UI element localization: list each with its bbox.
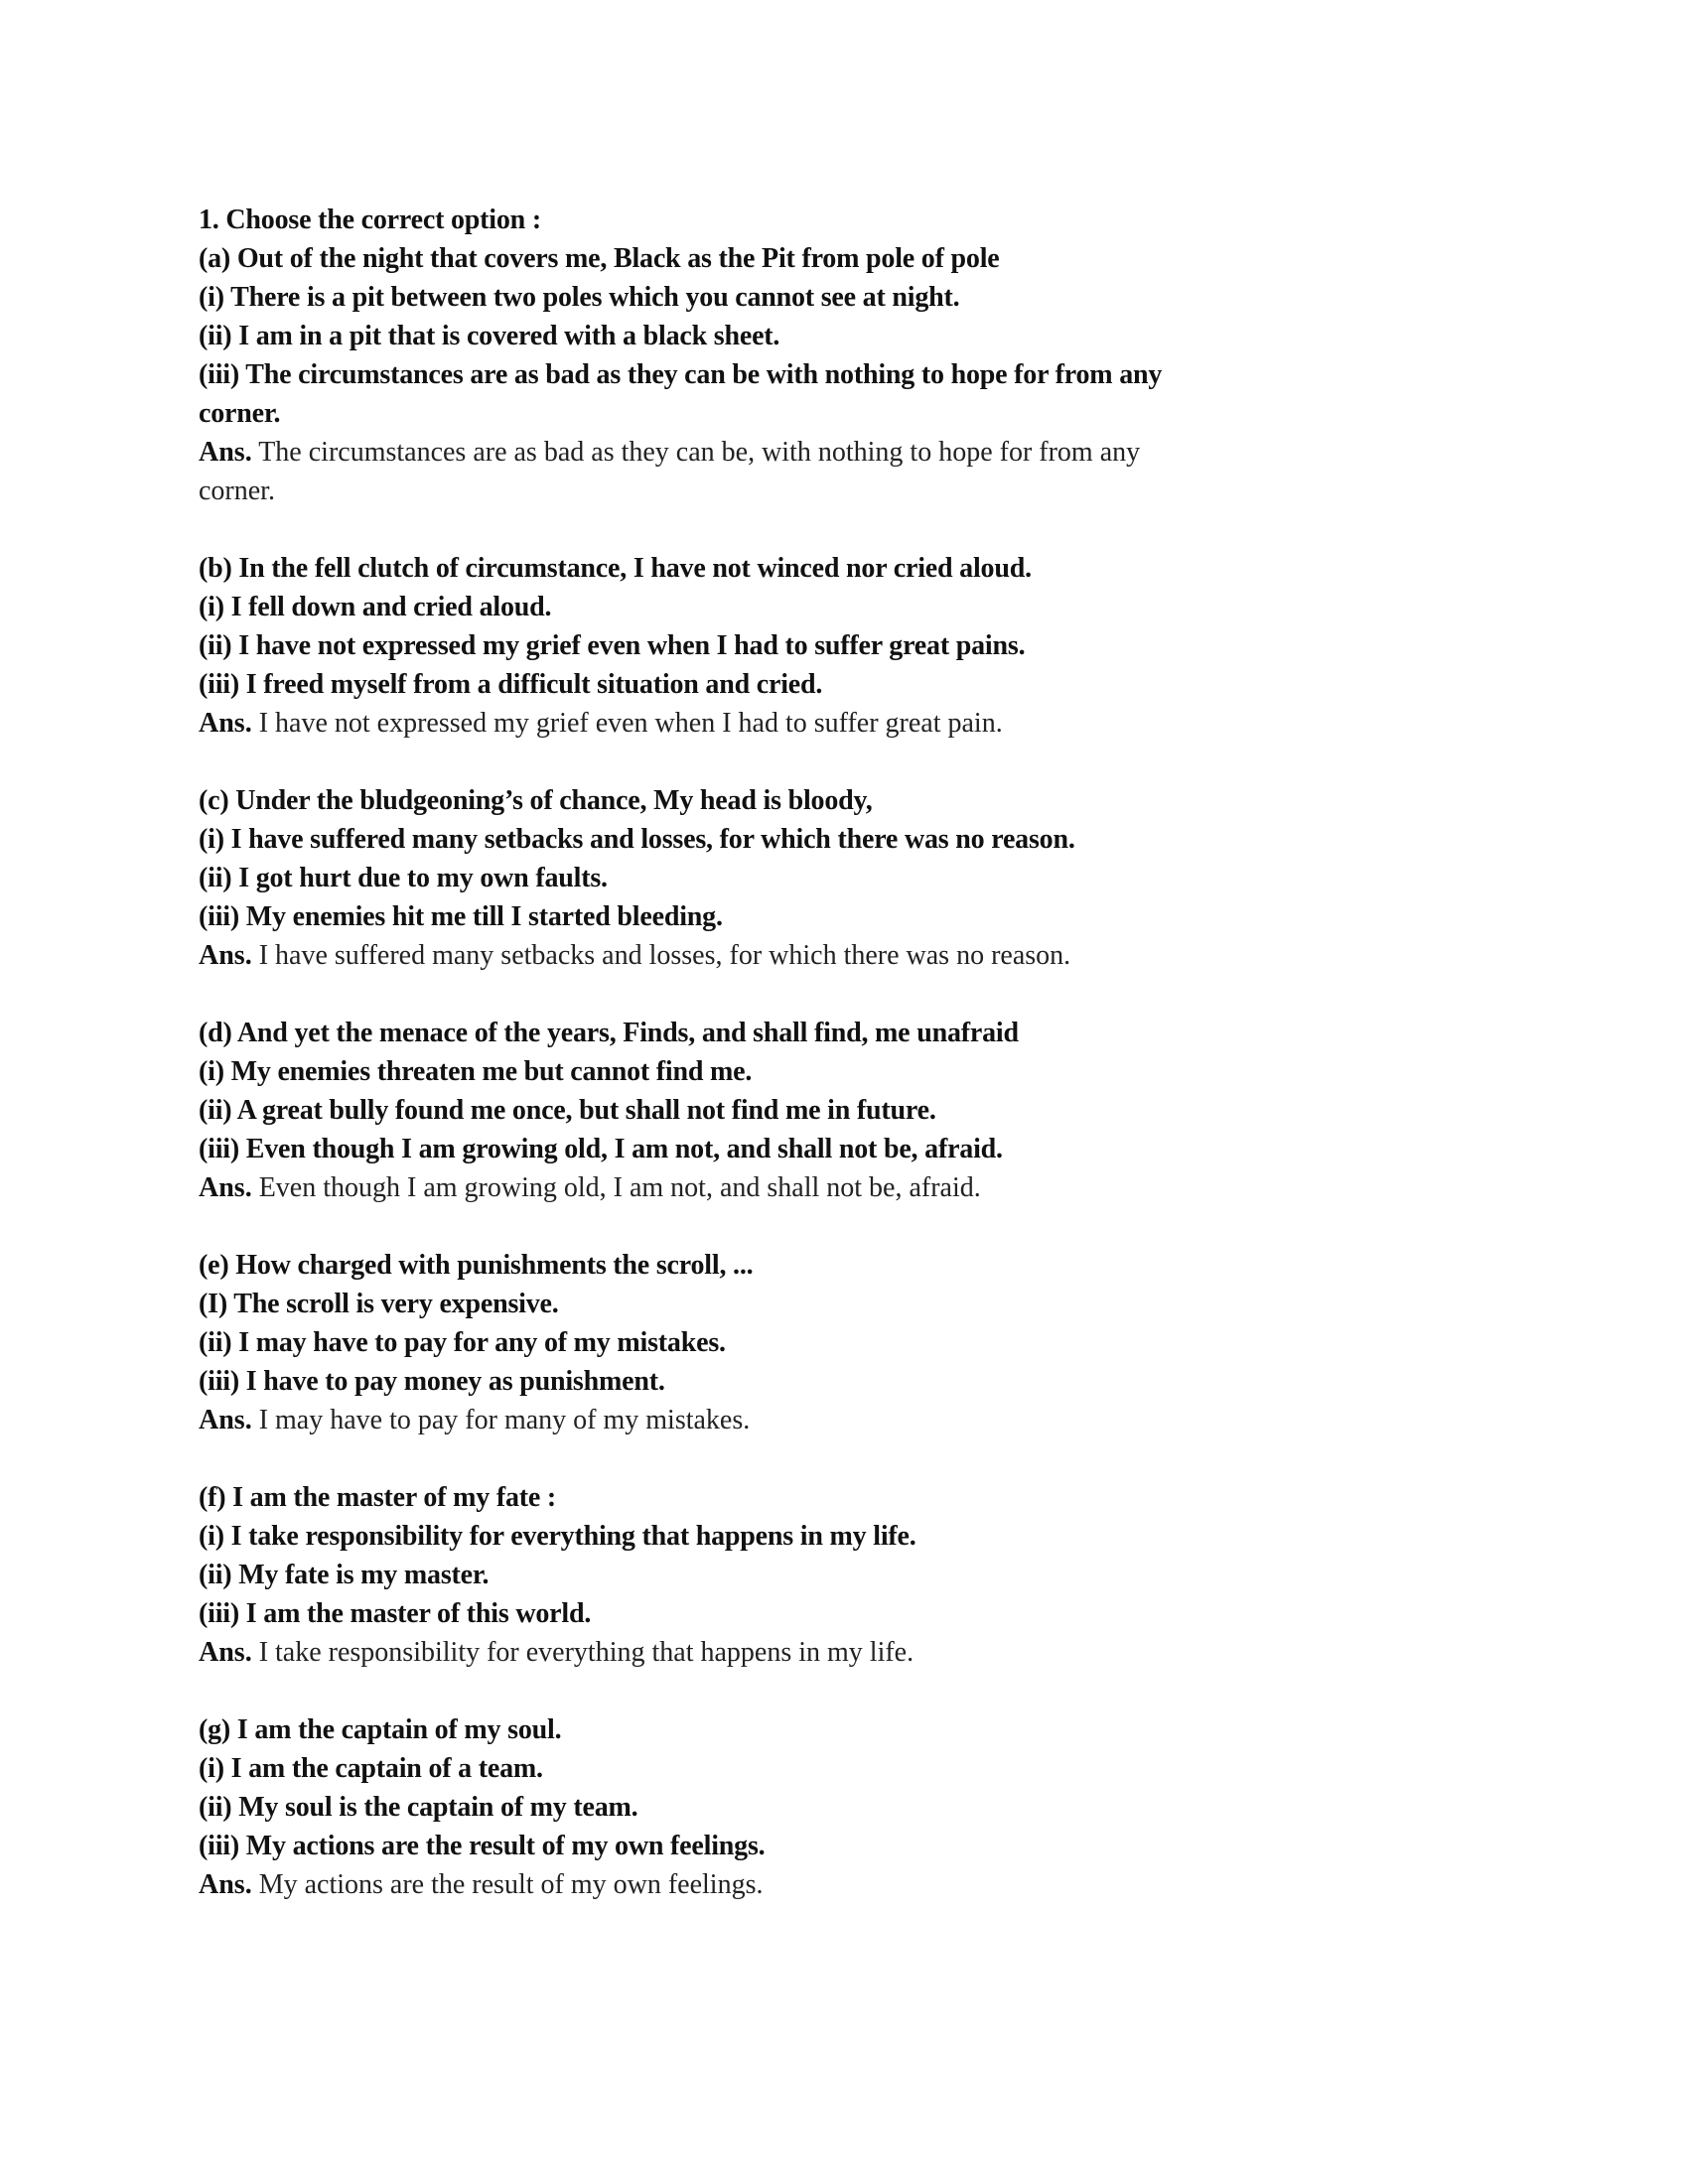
option-i: (i) I am the captain of a team. bbox=[199, 1753, 543, 1784]
option-ii: (ii) A great bully found me once, but shall not find me in future. bbox=[199, 1095, 936, 1126]
answer-text: Even though I am growing old, I am not, and shall not be, afraid. bbox=[258, 1172, 981, 1203]
question-b bbox=[199, 549, 1489, 743]
option-ii: (ii) My fate is my master. bbox=[199, 1560, 490, 1590]
spacer bbox=[199, 743, 1489, 781]
option-iii: (iii) I am the master of this world. bbox=[199, 1598, 592, 1629]
option-ii: (ii) I got hurt due to my own faults. bbox=[199, 863, 608, 893]
answer-line bbox=[199, 936, 1489, 975]
answer-text: I may have to pay for many of my mistakes. bbox=[258, 1405, 751, 1435]
question-a bbox=[199, 239, 1489, 510]
spacer bbox=[199, 975, 1489, 1014]
section-heading: 1. Choose the correct option : bbox=[199, 205, 541, 235]
answer-label: Ans. bbox=[199, 1869, 252, 1900]
option-ii: (ii) I have not expressed my grief even when I had to suffer great pains. bbox=[199, 630, 1026, 661]
option-ii: (ii) I am in a pit that is covered with a black sheet. bbox=[199, 321, 780, 351]
question-prompt: (e) How charged with punishments the scroll, ... bbox=[199, 1250, 754, 1281]
option-iii: (iii) Even though I am growing old, I am not, and shall not be, afraid. bbox=[199, 1134, 1003, 1164]
answer-text: My actions are the result of my own feelings. bbox=[258, 1869, 764, 1900]
spacer bbox=[199, 1207, 1489, 1246]
option-i: (i) I have suffered many setbacks and losses, for which there was no reason. bbox=[199, 824, 1075, 855]
option-iii: (iii) My enemies hit me till I started bleeding. bbox=[199, 901, 723, 932]
option-iii-continued: corner. bbox=[199, 398, 281, 429]
question-prompt: (b) In the fell clutch of circumstance, I have not winced nor cried aloud. bbox=[199, 553, 1032, 584]
question-prompt: (d) And yet the menace of the years, Finds, and shall find, me unafraid bbox=[199, 1018, 1019, 1048]
option-ii: (ii) My soul is the captain of my team. bbox=[199, 1792, 638, 1823]
question-prompt: (g) I am the captain of my soul. bbox=[199, 1714, 562, 1745]
option-i: (i) There is a pit between two poles which you cannot see at night. bbox=[199, 282, 960, 313]
answer-line bbox=[199, 1168, 1489, 1207]
answer-label: Ans. bbox=[199, 437, 252, 468]
option-iii: (iii) My actions are the result of my own feelings. bbox=[199, 1831, 766, 1861]
spacer bbox=[199, 510, 1489, 549]
answer-text-continued: corner. bbox=[199, 476, 275, 506]
spacer bbox=[199, 1439, 1489, 1478]
option-i: (i) My enemies threaten me but cannot find me. bbox=[199, 1056, 753, 1087]
question-e bbox=[199, 1246, 1489, 1439]
answer-label: Ans. bbox=[199, 1637, 252, 1668]
question-g bbox=[199, 1710, 1489, 1904]
answer-line bbox=[199, 704, 1489, 743]
option-iii: (iii) The circumstances are as bad as they can be with nothing to hope for from any bbox=[199, 359, 1163, 390]
option-i: (I) The scroll is very expensive. bbox=[199, 1289, 559, 1319]
answer-label: Ans. bbox=[199, 1405, 252, 1435]
answer-line bbox=[199, 433, 1489, 472]
answer-line bbox=[199, 1633, 1489, 1672]
answer-line bbox=[199, 1401, 1489, 1439]
option-i: (i) I fell down and cried aloud. bbox=[199, 592, 552, 622]
answer-text: The circumstances are as bad as they can be, with nothing to hope for from any bbox=[258, 437, 1141, 468]
answer-text: I have suffered many setbacks and losses, for which there was no reason. bbox=[258, 940, 1071, 971]
option-iii: (iii) I have to pay money as punishment. bbox=[199, 1366, 665, 1397]
answer-label: Ans. bbox=[199, 1172, 252, 1203]
answer-label: Ans. bbox=[199, 708, 252, 739]
question-prompt: (c) Under the bludgeoning’s of chance, My head is bloody, bbox=[199, 785, 873, 816]
question-d bbox=[199, 1014, 1489, 1207]
question-f bbox=[199, 1478, 1489, 1672]
option-ii: (ii) I may have to pay for any of my mistakes. bbox=[199, 1327, 726, 1358]
spacer bbox=[199, 1672, 1489, 1710]
document-page bbox=[199, 201, 1489, 1904]
question-c bbox=[199, 781, 1489, 975]
answer-line bbox=[199, 1865, 1489, 1904]
question-prompt: (f) I am the master of my fate : bbox=[199, 1482, 557, 1513]
option-i: (i) I take responsibility for everything that happens in my life. bbox=[199, 1521, 916, 1552]
answer-text: I have not expressed my grief even when I had to suffer great pain. bbox=[258, 708, 1003, 739]
answer-text: I take responsibility for everything that happens in my life. bbox=[258, 1637, 914, 1668]
option-iii: (iii) I freed myself from a difficult situation and cried. bbox=[199, 669, 823, 700]
question-prompt: (a) Out of the night that covers me, Black as the Pit from pole of pole bbox=[199, 243, 1000, 274]
answer-label: Ans. bbox=[199, 940, 252, 971]
